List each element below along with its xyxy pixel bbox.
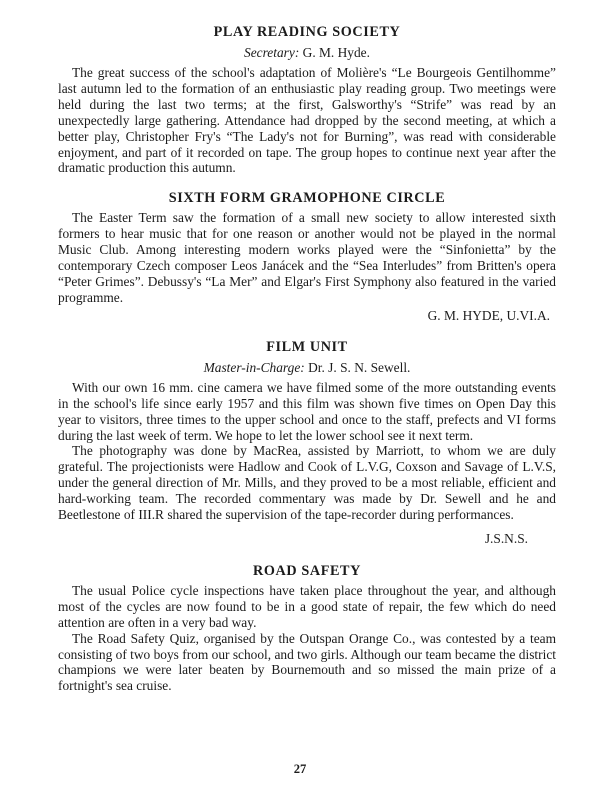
paragraph: The Easter Term saw the formation of a small new society to allow interested sixth formers to hear music that for one reason or another would not be played in the normal Music Club. Among interesting modern works played were the “Sinfonietta” by the contemporary Czech composer Leos Janácek and the “Sea Interludes” from Britten's opera “Peter Grimes”. Debussy's “La Mer” and Elgar's First Symphony also featured in the varied programme. [58,210,556,305]
paragraph: The photography was done by MacRea, assisted by Marriott, to whom we are duly grateful. The projectionists were Hadlow and Cook of L.V.G, Coxson and Savage of L.V.S, under the general direction of Mr. Mills, and they proved to be a most reliable, efficient and hard-working team. The recorded commentary was made by Dr. Sewell and he and Beetlestone of III.R shared the supervision of the tape-recorder during performances. [58,443,556,523]
paragraph: The great success of the school's adaptation of Molière's “Le Bourgeois Gentilhomme” last autumn led to the formation of an enthusiastic play reading group. Two meetings were held during the last two terms; at the first, Galsworthy's “Strife” was read by an unexpectedly large gathering. Attendance had dropped by the second meeting, at which a better play, Christopher Fry's “The Lady's not for Burning”, was read with considerable enjoyment, and part of it recorded on tape. The group hopes to continue next year after the dramatic production this autumn. [58,65,556,176]
section-film-unit [58,339,556,547]
paragraph: The usual Police cycle inspections have taken place throughout the year, and although most of the cycles are now found to be in a good state of repair, the few which do need attention are often in a very bad way. [58,582,556,630]
page-number: 27 [293,762,307,776]
paragraph: With our own 16 mm. cine camera we have filmed some of the more outstanding events in the school's life since early 1957 and this film was shown five times on Open Day this year to visitors, three times to the upper school and once to the staff, prefects and VI forms during the last week of term. We hope to let the lower school see it next term. [58,379,556,443]
section-officer [58,45,556,61]
section-road-safety [58,563,556,694]
section-title: PLAY READING SOCIETY [213,24,401,40]
officer-name: G. M. Hyde. [302,45,370,60]
signature: G. M. HYDE, U.VI.A. [427,307,550,323]
section-title: FILM UNIT [266,338,348,355]
paragraph: The Road Safety Quiz, organised by the Outspan Orange Co., was contested by a team consisting of two boys from our school, and two girls. Although our team became the district champions we were later beaten by Bournemouth and so missed the main prize of a fortnight's sea cruise. [58,630,556,694]
officer-role: Secretary: [244,45,300,60]
section-title: SIXTH FORM GRAMOPHONE CIRCLE [168,190,446,207]
signature: J.S.N.S. [484,530,528,546]
section-title: ROAD SAFETY [253,562,361,579]
section-officer [58,360,556,376]
officer-name: Dr. J. S. N. Sewell. [308,359,411,375]
section-gramophone-circle [58,190,556,323]
officer-role: Master-in-Charge: [203,359,305,375]
section-play-reading-society [58,24,556,176]
